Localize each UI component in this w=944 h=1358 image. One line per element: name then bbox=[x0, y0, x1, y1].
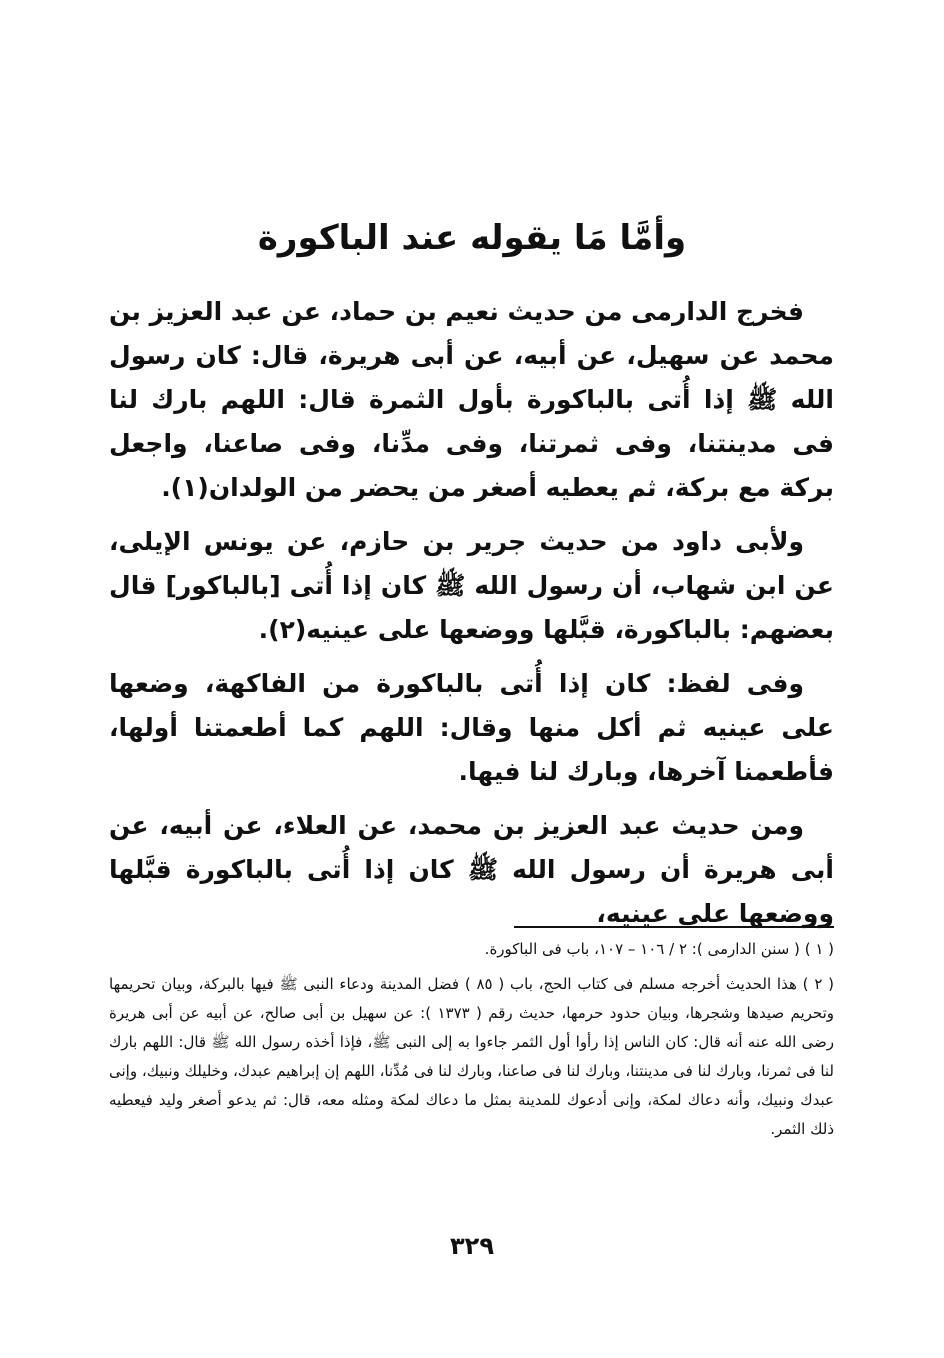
paragraph-3: وفى لفظ: كان إذا أُتى بالباكورة من الفاكهة، وضعها على عينيه ثم أكل منها وقال: اللهم كما أطعمتنا أولها، فأطعمنا آخرها، وبارك لنا فيها. bbox=[109, 669, 834, 786]
paragraph-1: فخرج الدارمى من حديث نعيم بن حماد، عن عبد العزيز بن محمد عن سهيل، عن أبيه، عن أبى هريرة، قال: كان رسول الله ﷺ إذا أُتى بالباكورة بأول الثمرة قال: اللهم بارك لنا فى مدينتنا، وفى ثمرتنا، وفى مدِّنا، وفى صاعنا، واجعل بركة مع بركة، ثم يعطيه أصغر من يحضر من الولدان(١). bbox=[109, 297, 834, 502]
footnote-divider bbox=[514, 926, 834, 928]
paragraph-4: ومن حديث عبد العزيز بن محمد، عن العلاء، عن أبيه، عن أبى هريرة أن رسول الله ﷺ كان إذا أُتى بالباكورة قبَّلها ووضعها على عينيه، bbox=[109, 811, 834, 928]
footnote-text: ( سنن الدارمى ): ٢ / ١٠٦ – ١٠٧، باب فى الباكورة. bbox=[484, 940, 800, 958]
main-text bbox=[109, 290, 834, 946]
footnote-number: ( ١ ) bbox=[804, 940, 834, 958]
footnotes bbox=[109, 935, 834, 1150]
section-title: وأمَّا مَا يقوله عند الباكورة bbox=[257, 218, 687, 258]
footnote-text: هذا الحديث أخرجه مسلم فى كتاب الحج، باب ( ٨٥ ) فضل المدينة ودعاء النبى ﷺ فيها بالبركة، وبيان تحريمها وتحريم صيدها وشجرها، وبيان حدود حرمها، حديث رقم ( ١٣٧٣ ): عن سهيل بن أبى صالح، عن أبيه عن أبى هريرة رضى الله عنه أنه قال: كان الناس إذا رأوا أول الثمر جاءوا به إلى النبى ﷺ، فإذا أخذه رسول الله ﷺ قال: اللهم بارك لنا فى ثمرنا، وبارك لنا فى مدينتنا، وبارك لنا فى صاعنا، وبارك لنا فى مُدِّنا، اللهم إن إبراهيم عبدك، وخليلك ونبيك، وإنى عبدك ونبيك، وأنه دعاك لمكة، وإنى أدعوك للمدينة بمثل ما دعاك لمكة ومثله معه، قال: ثم يدعو أصغر وليد فيعطيه ذلك الثمر. bbox=[109, 975, 834, 1138]
page-number: ٣٢٩ bbox=[450, 1232, 494, 1260]
paragraph-2: ولأبى داود من حديث جرير بن حازم، عن يونس الإيلى، عن ابن شهاب، أن رسول الله ﷺ كان إذا أُتى [بالباكور] قال بعضهم: بالباكورة، قبَّلها ووضعها على عينيه(٢). bbox=[109, 527, 834, 644]
footnote-number: ( ٢ ) bbox=[802, 975, 835, 993]
footnote-1 bbox=[109, 935, 834, 964]
footnote-2 bbox=[109, 970, 834, 1144]
